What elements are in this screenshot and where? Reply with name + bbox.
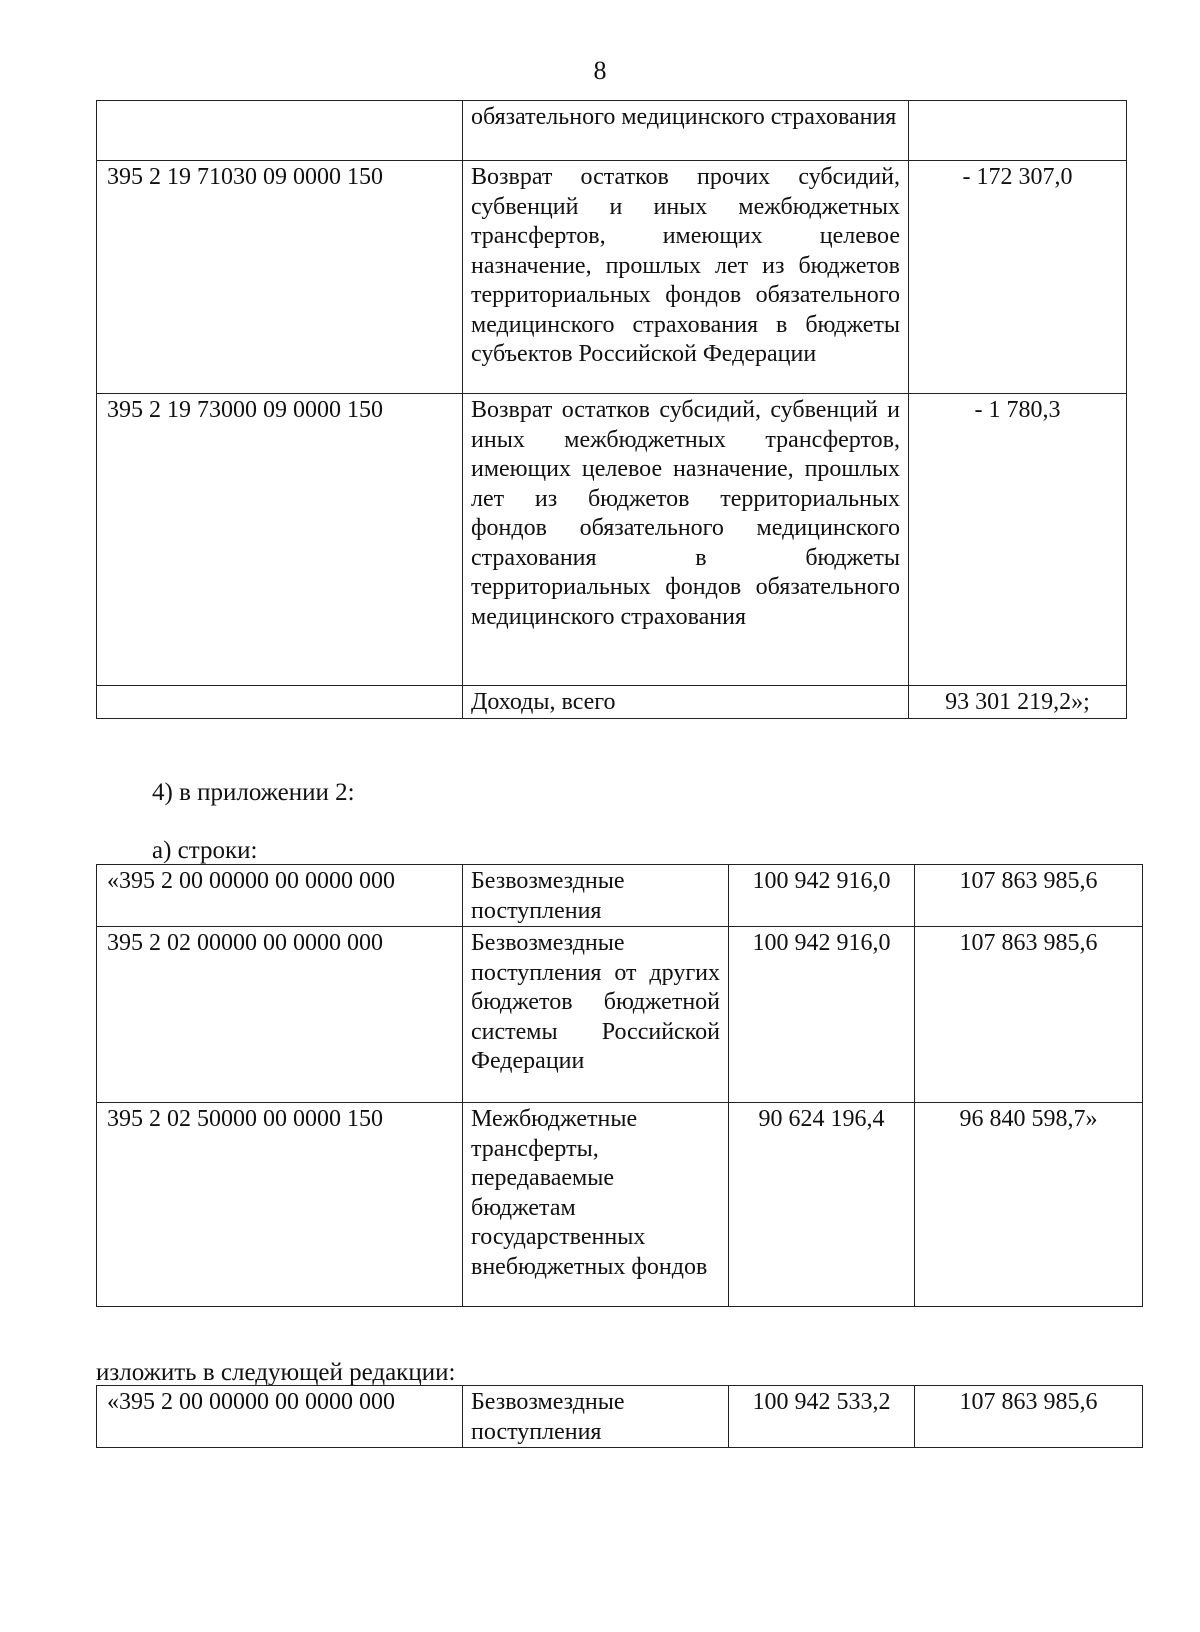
table-row: [97, 865, 1143, 927]
value-cell: 96 840 598,7»: [915, 1103, 1143, 1307]
value-cell: 90 624 196,4: [729, 1103, 915, 1307]
table-row: [97, 927, 1143, 1103]
description-cell: Безвозмездные поступления: [463, 1386, 729, 1448]
table-row: [97, 101, 1127, 161]
description-cell: Безвозмездные поступления от других бюджетов бюджетной системы Российской Федерации: [463, 927, 729, 1103]
table-row: [97, 1103, 1143, 1307]
code-cell: [97, 686, 463, 719]
description-cell: Безвозмездные поступления: [463, 865, 729, 927]
amount-cell: - 1 780,3: [909, 394, 1127, 686]
table-row-total: [97, 686, 1127, 719]
total-amount-cell: 93 301 219,2»;: [909, 686, 1127, 719]
amount-cell: - 172 307,0: [909, 161, 1127, 394]
description-cell: Межбюджетные трансферты, передаваемые бюджетам государственных внебюджетных фондов: [463, 1103, 729, 1307]
code-cell: [97, 101, 463, 161]
code-cell: 395 2 19 73000 09 0000 150: [97, 394, 463, 686]
appendix-paragraph: 4) в приложении 2:: [152, 779, 355, 806]
restate-paragraph: изложить в следующей редакции:: [96, 1359, 456, 1386]
amount-cell: [909, 101, 1127, 161]
table-row: [97, 161, 1127, 394]
code-cell: «395 2 00 00000 00 0000 000: [97, 865, 463, 927]
value-cell: 100 942 533,2: [729, 1386, 915, 1448]
code-cell: 395 2 19 71030 09 0000 150: [97, 161, 463, 394]
table-row: [97, 394, 1127, 686]
table-row: [97, 1386, 1143, 1448]
description-cell: Возврат остатков прочих субсидий, субвенций и иных межбюджетных трансфертов, имеющих целевое назначение, прошлых лет из бюджетов территориальных фондов обязательного медицинского страхования в бюджеты субъектов Российской Федерации: [463, 161, 909, 394]
value-cell: 107 863 985,6: [915, 1386, 1143, 1448]
value-cell: 107 863 985,6: [915, 927, 1143, 1103]
appendix-rows-table: [96, 864, 1143, 1307]
page-number: 8: [593, 56, 607, 85]
code-cell: 395 2 02 00000 00 0000 000: [97, 927, 463, 1103]
rows-label: а) строки:: [152, 837, 258, 864]
code-cell: «395 2 00 00000 00 0000 000: [97, 1386, 463, 1448]
description-cell: обязательного медицинского страхования: [463, 101, 909, 161]
restated-rows-table: [96, 1385, 1143, 1448]
description-cell: Возврат остатков субсидий, субвенций и иных межбюджетных трансфертов, имеющих целевое назначение, прошлых лет из бюджетов территориальных фондов обязательного медицинского страхования в бюджеты территориальных фондов обязательного медицинского страхования: [463, 394, 909, 686]
value-cell: 100 942 916,0: [729, 865, 915, 927]
value-cell: 100 942 916,0: [729, 927, 915, 1103]
total-label-cell: Доходы, всего: [463, 686, 909, 719]
value-cell: 107 863 985,6: [915, 865, 1143, 927]
revenue-table: [96, 100, 1127, 719]
code-cell: 395 2 02 50000 00 0000 150: [97, 1103, 463, 1307]
